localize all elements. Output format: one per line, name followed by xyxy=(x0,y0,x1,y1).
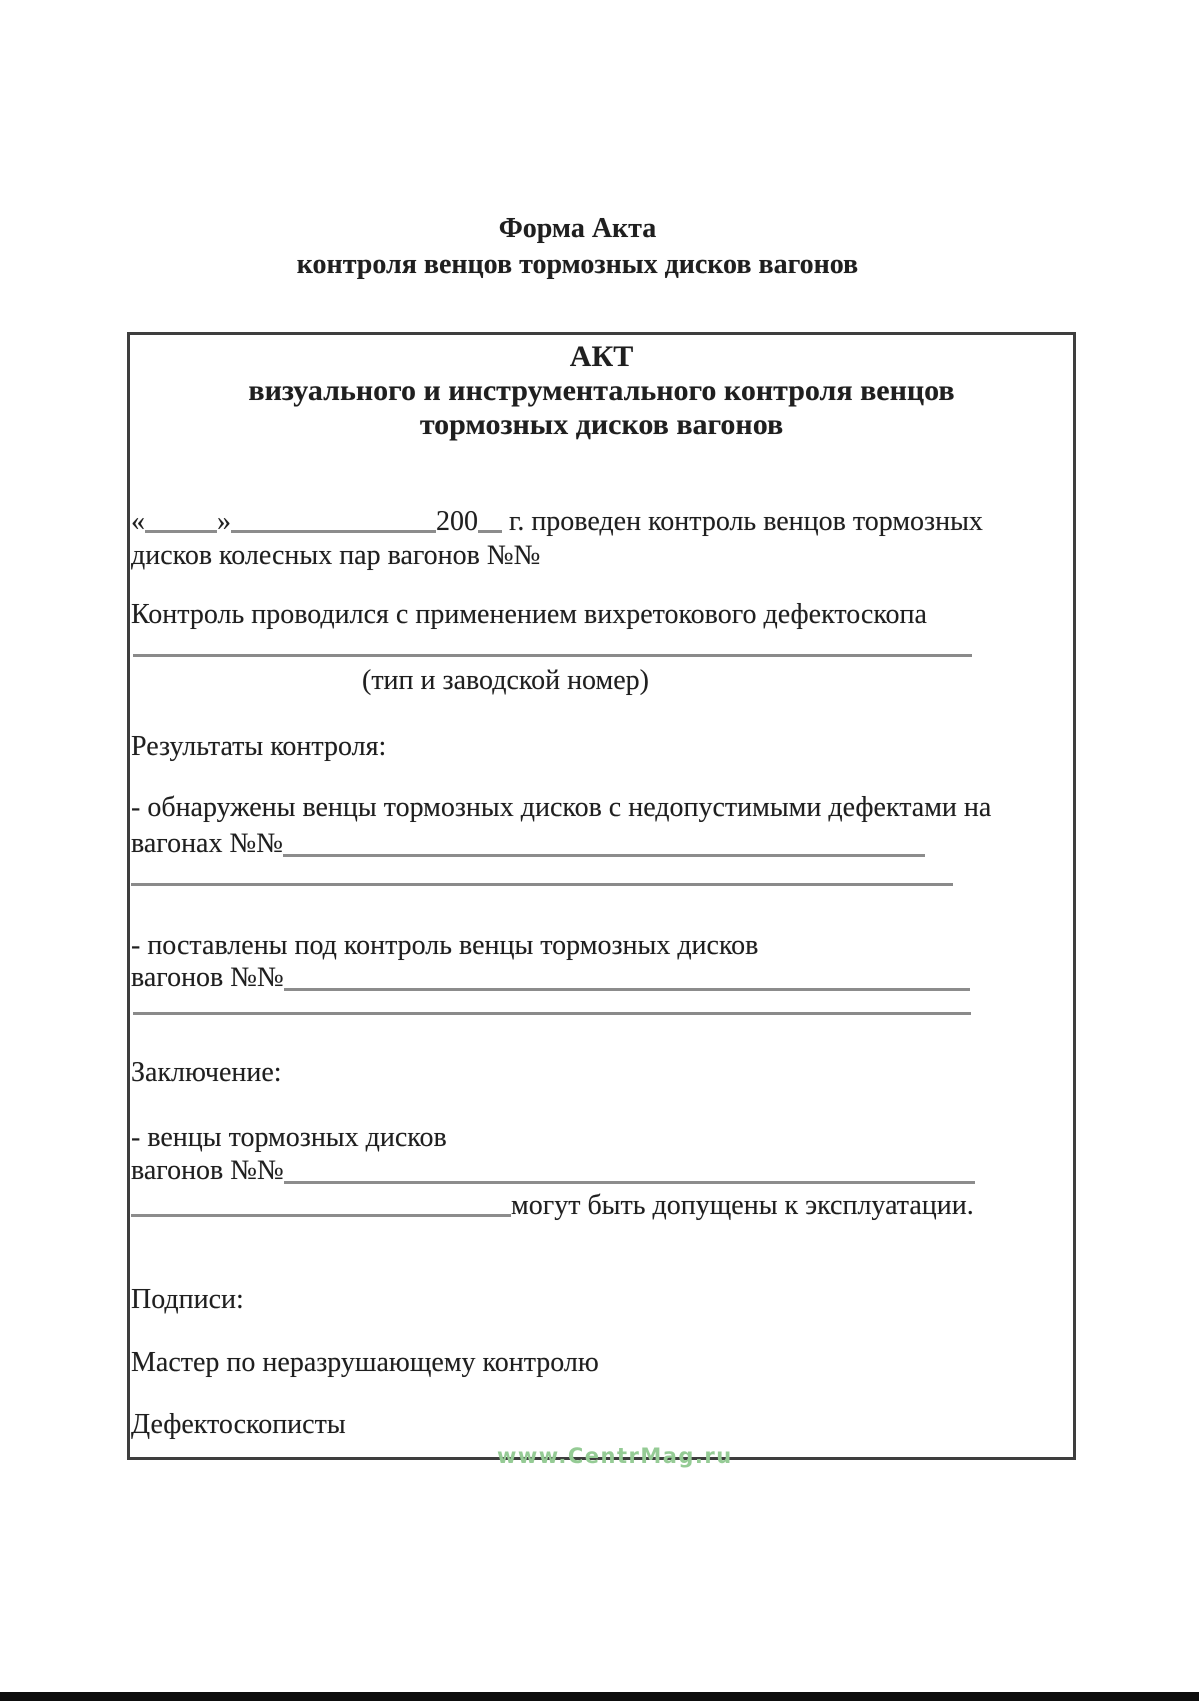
conclusion-line2 xyxy=(131,1154,975,1188)
blank-conclusion-continued xyxy=(131,1210,511,1217)
blank-conclusion-wagons xyxy=(284,1178,975,1184)
year-prefix: 200 xyxy=(436,506,478,537)
blank-result1-wagons xyxy=(283,851,925,857)
blank-result2-continued xyxy=(133,1012,971,1015)
result1-line1: - обнаружены венцы тормозных дисков с недопустимыми дефектами на xyxy=(131,792,992,823)
result1-line2 xyxy=(131,827,925,861)
results-heading: Результаты контроля: xyxy=(131,731,387,762)
result2-line2 xyxy=(131,961,970,995)
device-caption: (тип и заводской номер) xyxy=(362,665,649,696)
blank-year xyxy=(478,526,502,533)
conclusion-line1: - венцы тормозных дисков xyxy=(131,1122,447,1153)
bottom-black-strip xyxy=(0,1692,1199,1701)
open-quote: « xyxy=(131,506,145,537)
conclusion-line2-label: вагонов №№ xyxy=(131,1155,284,1186)
device-line: Контроль проводился с применением вихретокового дефектоскопа xyxy=(131,599,927,630)
watermark-text: www.CentrMag.ru xyxy=(497,1444,733,1468)
date-line2: дисков колесных пар вагонов №№ xyxy=(131,540,541,571)
form-border-box xyxy=(127,332,1076,1460)
blank-device-line xyxy=(133,654,972,657)
result1-line2-label: вагонах №№ xyxy=(131,828,283,859)
blank-day xyxy=(145,526,217,533)
signature-master: Мастер по неразрушающему контролю xyxy=(131,1347,599,1378)
signatures-heading: Подписи: xyxy=(131,1284,244,1315)
result2-line1: - поставлены под контроль венцы тормозных дисков xyxy=(131,930,759,961)
blank-result2-wagons xyxy=(284,985,970,991)
signature-defectoscopists: Дефектоскописты xyxy=(131,1409,346,1440)
act-heading-line2: визуального и инструментального контроля венцов xyxy=(248,374,955,407)
conclusion-line3 xyxy=(131,1189,974,1223)
conclusion-heading: Заключение: xyxy=(131,1057,282,1088)
date-line xyxy=(131,505,983,539)
close-quote: » xyxy=(217,506,231,537)
act-heading-line1: АКТ xyxy=(569,340,634,373)
blank-month xyxy=(231,526,436,533)
conclusion-line3-tail: могут быть допущены к эксплуатации. xyxy=(511,1190,974,1221)
act-heading-line3: тормозных дисков вагонов xyxy=(419,408,784,441)
result2-line2-label: вагонов №№ xyxy=(131,962,284,993)
date-line-tail: г. проведен контроль венцов тормозных xyxy=(502,506,983,537)
page-title-line2: контроля венцов тормозных дисков вагонов xyxy=(296,249,859,280)
page-title-line1: Форма Акта xyxy=(498,213,657,244)
blank-result1-continued xyxy=(131,883,953,886)
